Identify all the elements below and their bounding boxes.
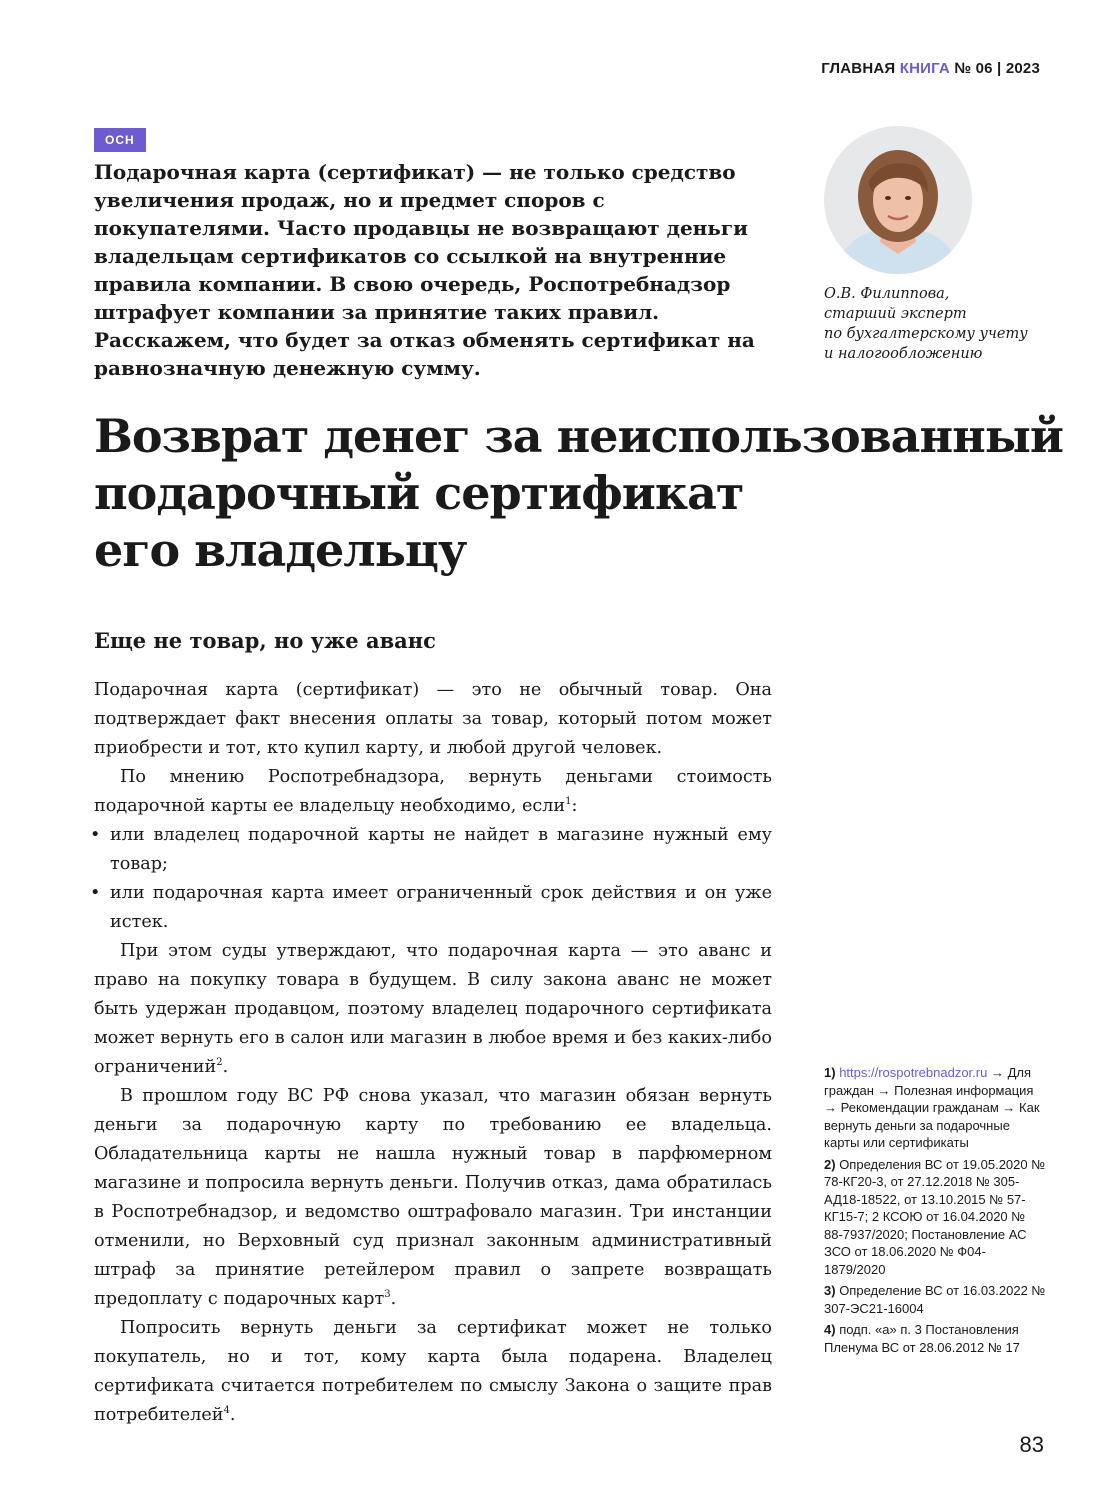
title-line2: подарочный сертификат — [94, 466, 744, 520]
footnote-text: → Для граждан → Полезная информация → Рекомендации гражданам → Как вернуть деньги за подарочные карты или сертификаты — [824, 1065, 1040, 1150]
footnote-1 — [824, 1064, 1046, 1152]
title-line1: Возврат денег за неиспользованный — [94, 409, 1064, 463]
paragraph-4 — [94, 1082, 772, 1314]
footnote-3 — [824, 1282, 1046, 1317]
footnote-number: 2) — [824, 1156, 836, 1172]
conditions-list — [94, 821, 772, 937]
paragraph-5-end: . — [229, 1405, 236, 1425]
lead-paragraph: Подарочная карта (сертификат) — не только средство увеличения продаж, но и предмет споров с покупателями. Часто продавцы не возвращают деньги владельцам сертификатов со ссылкой на внутренние правила компании. В свою очередь, Роспотребнадзор штрафует компании за принятие таких правил. Расскажем, что будет за отказ обменять сертификат на равнозначную денежную сумму. — [94, 160, 755, 380]
page-number: 83 — [1019, 1432, 1044, 1457]
paragraph-3 — [94, 937, 772, 1082]
article-title — [94, 408, 1074, 579]
paragraph-4-end: . — [390, 1289, 397, 1309]
category-tag: ОСН — [94, 128, 146, 152]
author-position-line2: по бухгалтерскому учету — [824, 326, 1028, 342]
author-position-line1: старший эксперт — [824, 306, 967, 322]
footnote-4 — [824, 1321, 1046, 1356]
paragraph-4-text: В прошлом году ВС РФ снова указал, что магазин обязан вернуть деньги за подарочную карту по требованию ее владельца. Обладательница карты не нашла нужный товар в парфюмерном магазине и попросила вернуть деньги. Получив отказ, дама обратилась в Роспотребнадзор, и ведомство оштрафовало магазин. Три инстанции отменили, но Верховный суд признал законным административный штраф за принятие ретейлером правил о запрете возвращать предоплату с подарочных карт — [94, 1086, 772, 1309]
footnote-number: 4) — [824, 1322, 836, 1337]
author-position-line3: и налогообложению — [824, 346, 983, 362]
masthead — [821, 60, 1040, 77]
author-name: О.В. Филиппова, — [824, 286, 950, 302]
brand-part2: КНИГА — [899, 60, 950, 77]
author-caption — [824, 284, 1064, 364]
paragraph-2-text: По мнению Роспотребнадзора, вернуть деньгами стоимость подарочной карты ее владельцу необходимо, если — [94, 767, 772, 816]
footnotes — [824, 1064, 1046, 1360]
footnote-ref-2[interactable]: 2 — [216, 1057, 223, 1069]
section-heading: Еще не товар, но уже аванс — [94, 628, 436, 653]
issue-number: № 06 | 2023 — [954, 60, 1040, 77]
footnote-text: Определения ВС от 19.05.2020 № 78-КГ20-3, от 27.12.2018 № 305-АД18-18522, от 13.10.2015 № 57-КГ15-7; 2 КСОЮ от 16.04.2020 № 88-7937/2020; Постановление АС ЗСО от 18.06.2020 № Ф04-1879/2020 — [824, 1156, 1046, 1277]
footnote-text: подп. «а» п. 3 Постановления Пленума ВС от 28.06.2012 № 17 — [824, 1322, 1020, 1355]
footnote-2 — [824, 1156, 1046, 1279]
footnote-ref-3[interactable]: 3 — [384, 1289, 391, 1301]
paragraph-5-text: Попросить вернуть деньги за сертификат может не только покупатель, но и тот, кому карта была подарена. Владелец сертификата считается потребителем по смыслу Закона о защите прав потребителей — [94, 1318, 772, 1425]
paragraph-2 — [94, 763, 772, 821]
footnote-ref-4[interactable]: 4 — [223, 1405, 230, 1417]
footnote-text: Определение ВС от 16.03.2022 № 307-ЭС21-16004 — [824, 1283, 1046, 1316]
list-item: • или подарочная карта имеет ограниченный срок действия и он уже истек. — [94, 879, 772, 937]
brand-part1: ГЛАВНАЯ — [821, 60, 896, 77]
paragraph-2-end: : — [571, 796, 578, 816]
footnote-number: 3) — [824, 1283, 836, 1298]
footnote-number: 1) — [824, 1065, 836, 1080]
footnote-ref-1[interactable]: 1 — [565, 796, 572, 808]
author-portrait-illustration — [824, 126, 972, 274]
author-photo — [824, 126, 972, 274]
list-item: • или владелец подарочной карты не найдет в магазине нужный ему товар; — [94, 821, 772, 879]
paragraph-3-end: . — [222, 1057, 229, 1077]
paragraph-3-text: При этом суды утверждают, что подарочная карта — это аванс и право на покупку товара в будущем. В силу закона аванс не может быть удержан продавцом, поэтому владелец подарочного сертификата может вернуть его в салон или магазин в любое время и без каких-либо ограничений — [94, 941, 772, 1077]
article-body — [94, 676, 772, 1430]
paragraph-5 — [94, 1314, 772, 1430]
paragraph-1: Подарочная карта (сертификат) — это не обычный товар. Она подтверждает факт внесения оплаты за товар, который потом может приобрести и тот, кто купил карту, и любой другой человек. — [94, 680, 772, 758]
title-line3: его владельцу — [94, 523, 467, 577]
footnote-link[interactable]: https://rospotrebnadzor.ru — [839, 1065, 988, 1080]
